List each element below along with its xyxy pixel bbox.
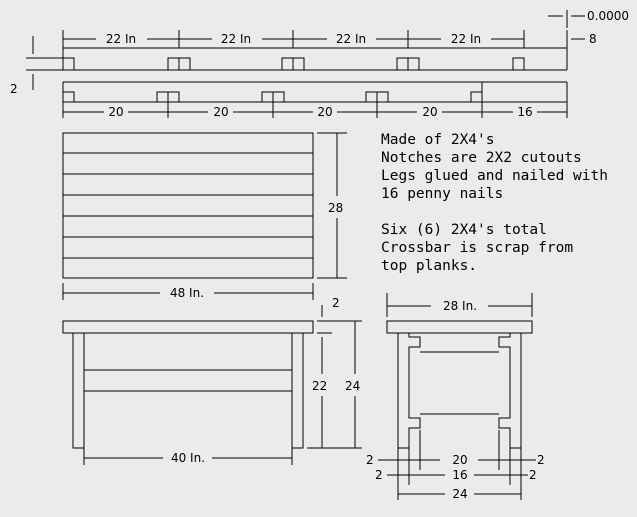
note-line-1: Made of 2X4's bbox=[381, 132, 495, 148]
note-line-5: Six (6) 2X4's total bbox=[381, 222, 547, 238]
dim-top-1: 22 In bbox=[105, 32, 137, 46]
dim-lower-4: 20 bbox=[422, 105, 438, 119]
side-view bbox=[387, 321, 532, 448]
dim-top-4: 22 In bbox=[450, 32, 482, 46]
dim-side-left-2a: 2 bbox=[366, 453, 374, 467]
dim-front-leg-height: 22 bbox=[312, 379, 328, 393]
dim-front-top-thickness: 2 bbox=[332, 296, 340, 310]
dim-front-total-height: 24 bbox=[345, 379, 361, 393]
dim-side-bottom-24: 24 bbox=[452, 487, 468, 501]
note-line-7: top planks. bbox=[381, 258, 478, 274]
note-line-6: Crossbar is scrap from bbox=[381, 240, 574, 256]
dim-side-bottom-16: 16 bbox=[452, 468, 468, 482]
dim-top-3: 22 In bbox=[335, 32, 367, 46]
dim-plank-height: 28 bbox=[328, 201, 344, 215]
plank-top-view bbox=[63, 133, 313, 278]
notes bbox=[381, 132, 608, 274]
top-dimensions bbox=[10, 9, 629, 96]
dim-top-offset-end: 8 bbox=[589, 32, 597, 46]
front-view bbox=[63, 321, 313, 448]
note-line-2: Notches are 2X2 cutouts bbox=[381, 150, 582, 166]
dim-side-right-2a: 2 bbox=[537, 453, 545, 467]
note-line-4: 16 penny nails bbox=[381, 186, 504, 202]
dim-lower-5: 16 bbox=[517, 105, 533, 119]
note-line-3: Legs glued and nailed with bbox=[381, 168, 608, 184]
dim-side-bottom-20: 20 bbox=[452, 453, 468, 467]
dim-top-left-side: 2 bbox=[10, 82, 18, 96]
dim-front-leg-span: 40 In. bbox=[170, 451, 206, 465]
dim-top-offset-small: 0.0000 bbox=[587, 9, 629, 23]
dim-lower-2: 20 bbox=[213, 105, 229, 119]
lower-dimensions bbox=[63, 102, 567, 119]
lower-strip bbox=[63, 82, 567, 102]
side-dimensions bbox=[366, 293, 545, 501]
top-strip bbox=[63, 48, 567, 70]
dim-plank-width: 48 In. bbox=[169, 286, 205, 300]
dim-lower-3: 20 bbox=[317, 105, 333, 119]
dim-lower-1: 20 bbox=[108, 105, 124, 119]
dim-side-left-2b: 2 bbox=[375, 468, 383, 482]
dim-side-right-2b: 2 bbox=[529, 468, 537, 482]
dim-side-top-width: 28 In. bbox=[442, 299, 478, 313]
dim-top-2: 22 In bbox=[220, 32, 252, 46]
